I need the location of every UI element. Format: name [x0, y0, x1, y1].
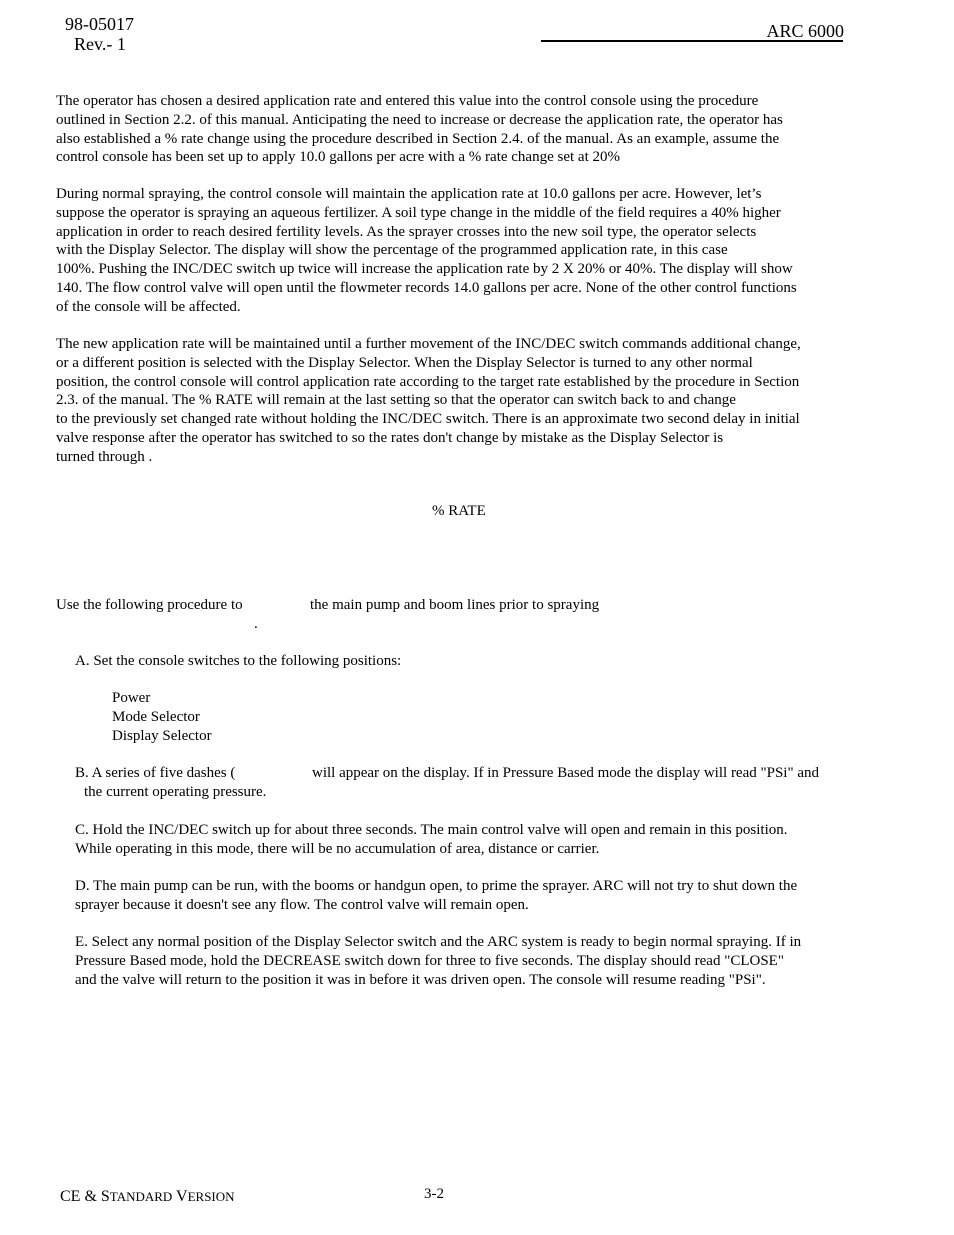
rate-label: % RATE: [432, 503, 486, 519]
paragraph-intro: The operator has chosen a desired application rate and entered this value into the control console using the procedure outlined in Section 2.2. of this manual. Anticipating the need to increase or decrease the application rate, the operator has also established a % rate change using the procedure described in Section 2.4. of the manual. As an example, assume the control console has been set up to apply 10.0 gallons per acre with a % rate change set at 20%: [56, 93, 783, 166]
step-b-start: B. A series of five dashes (: [75, 765, 236, 781]
procedure-intro-end: .: [254, 616, 258, 632]
step-c: C. Hold the INC/DEC switch up for about three seconds. The main control valve will open and remain in this position. While operating in this mode, there will be no accumulation of area, distance or carrier.: [75, 822, 788, 857]
procedure-intro-b: the main pump and boom lines prior to spraying: [310, 597, 600, 613]
paragraph-maintain: The new application rate will be maintained until a further movement of the INC/DEC switch commands additional change, or a different position is selected with the Display Selector. When the Display Selector is turned to any other normal position, the control console will control application rate according to the target rate established by the procedure in Section 2.3. of the manual. The % RATE will remain at the last setting so that the operator can switch back to and change to the previously set changed rate without holding the INC/DEC switch. There is an approximate two second delay in initial valve response after the operator has switched to so the rates don't change by mistake as the Display Selector is turned through .: [56, 336, 801, 465]
page-number: 3-2: [424, 1186, 444, 1202]
header-rule: [541, 40, 843, 42]
edition-label: CE & STANDARD VERSION: [60, 1188, 235, 1205]
paragraph-example: During normal spraying, the control console will maintain the application rate at 10.0 gallons per acre. However, let’s suppose the operator is spraying an aqueous fertilizer. A soil type change in the middle of the field requires a 40% higher application in order to reach desired fertility levels. As the sprayer crosses into the new soil type, the operator selects with the Display Selector. The display will show the percentage of the programmed application rate, in this case 100%. Pushing the INC/DEC switch up twice will increase the application rate by 2 X 20% or 40%. The display will show 140. The flow control valve will open until the flowmeter records 14.0 gallons per acre. None of the other control functions of the console will be affected.: [56, 186, 797, 315]
switch-mode-selector: Mode Selector: [112, 709, 200, 725]
step-d: D. The main pump can be run, with the booms or handgun open, to prime the sprayer. ARC will not try to shut down the sprayer because it doesn't see any flow. The control valve will remain open.: [75, 878, 798, 913]
model-title: ARC 6000: [766, 21, 844, 41]
step-b-end: the current operating pressure.: [84, 784, 267, 800]
switch-display-selector: Display Selector: [112, 728, 212, 744]
switch-power: Power: [112, 690, 151, 706]
step-b-middle: will appear on the display. If in Pressure Based mode the display will read "PSi" and: [312, 765, 820, 781]
revision-label: Rev.- 1: [74, 34, 126, 54]
procedure-intro-a: Use the following procedure to: [56, 597, 243, 613]
step-a: A. Set the console switches to the following positions:: [75, 653, 402, 669]
step-e: E. Select any normal position of the Display Selector switch and the ARC system is ready to begin normal spraying. If in Pressure Based mode, hold the DECREASE switch down for three to five seconds. The display should read "CLOSE" and the valve will return to the position it was in before it was driven open. The console will resume reading "PSi".: [75, 934, 802, 988]
document-number: 98-05017: [65, 14, 134, 34]
